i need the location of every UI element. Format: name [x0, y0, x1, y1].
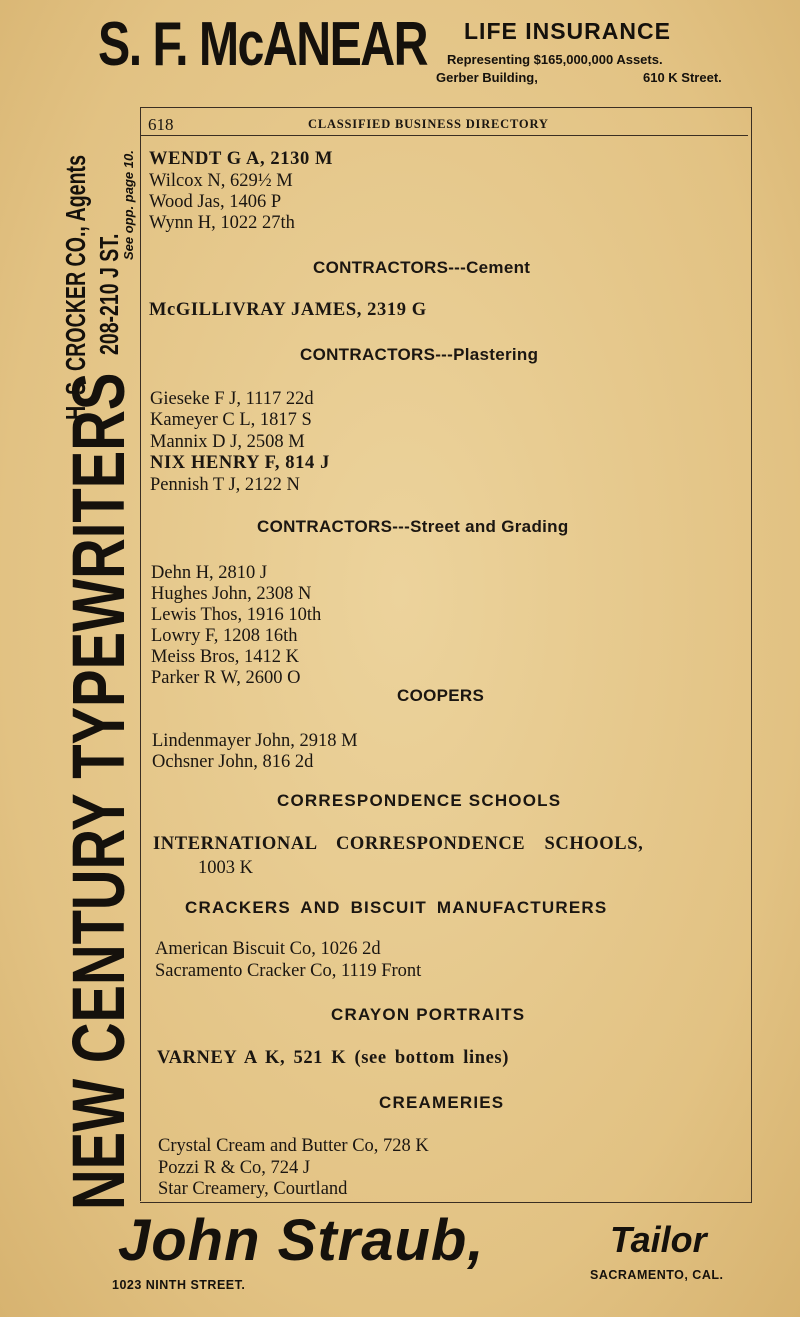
directory-entry: VARNEY A K, 521 K (see bottom lines)	[157, 1048, 509, 1068]
directory-entry: American Biscuit Co, 1026 2d	[155, 939, 381, 959]
directory-entry: Sacramento Cracker Co, 1119 Front	[155, 961, 422, 981]
directory-entry: Meiss Bros, 1412 K	[151, 647, 300, 667]
building-line: Gerber Building,	[436, 70, 538, 85]
directory-entry: Wynn H, 1022 27th	[149, 213, 295, 233]
header-rule	[140, 135, 748, 136]
assets-line: Representing $165,000,000 Assets.	[447, 52, 663, 67]
section-heading: CRAYON PORTRAITS	[331, 1005, 526, 1024]
page-header-title: CLASSIFIED BUSINESS DIRECTORY	[308, 117, 549, 131]
typewriters-ad-text: NEW CENTURY TYPEWRITERS	[57, 372, 140, 1210]
side-advertisement	[57, 110, 142, 1210]
directory-entry: Lowry F, 1208 16th	[151, 626, 298, 646]
page-number: 618	[148, 115, 174, 134]
agent-address: 208-210 J ST.	[94, 233, 124, 355]
directory-entry: Pennish T J, 2122 N	[150, 475, 300, 495]
street-line: 610 K Street.	[643, 70, 722, 85]
top-advertisement	[0, 0, 800, 108]
directory-entry: Lewis Thos, 1916 10th	[151, 605, 322, 625]
life-insurance-label: LIFE INSURANCE	[464, 18, 671, 44]
section-heading: CONTRACTORS---Cement	[313, 258, 531, 277]
directory-entry: NIX HENRY F, 814 J	[150, 453, 330, 473]
advertiser-name: S. F. McANEAR	[98, 10, 428, 79]
tailor-name: John Straub,	[118, 1208, 485, 1273]
directory-entry: WENDT G A, 2130 M	[149, 149, 334, 169]
section-heading: COOPERS	[397, 686, 485, 705]
directory-entry: Dehn H, 2810 J	[151, 563, 268, 583]
directory-entry: 1003 K	[198, 858, 253, 878]
section-heading: CRACKERS AND BISCUIT MANUFACTURERS	[185, 898, 608, 917]
directory-entry: INTERNATIONAL CORRESPONDENCE SCHOOLS,	[153, 834, 644, 854]
directory-entry: Pozzi R & Co, 724 J	[158, 1158, 311, 1178]
see-page-note: See opp. page 10.	[121, 150, 136, 260]
tailor-city: SACRAMENTO, CAL.	[590, 1268, 724, 1282]
agent-text: H. S. CROCKER CO., Agents	[60, 155, 91, 420]
directory-entry: Wood Jas, 1406 P	[149, 192, 282, 212]
directory-entry: Ochsner John, 816 2d	[152, 752, 314, 772]
directory-entry: Parker R W, 2600 O	[151, 668, 301, 688]
directory-entry: Wilcox N, 629½ M	[149, 171, 293, 191]
directory-entry: Lindenmayer John, 2918 M	[152, 731, 358, 751]
directory-entry: Kameyer C L, 1817 S	[150, 410, 312, 430]
section-heading: CORRESPONDENCE SCHOOLS	[277, 791, 562, 810]
directory-entry: Gieseke F J, 1117 22d	[150, 389, 314, 409]
directory-entry: Hughes John, 2308 N	[151, 584, 312, 604]
section-heading: CONTRACTORS---Plastering	[300, 345, 539, 364]
directory-entry: Star Creamery, Courtland	[158, 1179, 348, 1199]
section-heading: CREAMERIES	[379, 1093, 505, 1112]
frame-left-rule	[140, 107, 141, 1201]
directory-entry: McGILLIVRAY JAMES, 2319 G	[149, 300, 427, 320]
tailor-label: Tailor	[610, 1219, 707, 1260]
section-heading: CONTRACTORS---Street and Grading	[257, 517, 569, 536]
tailor-address: 1023 NINTH STREET.	[112, 1278, 246, 1292]
bottom-advertisement	[0, 1200, 800, 1317]
directory-entry: Mannix D J, 2508 M	[150, 432, 305, 452]
directory-entry: Crystal Cream and Butter Co, 728 K	[158, 1136, 429, 1156]
